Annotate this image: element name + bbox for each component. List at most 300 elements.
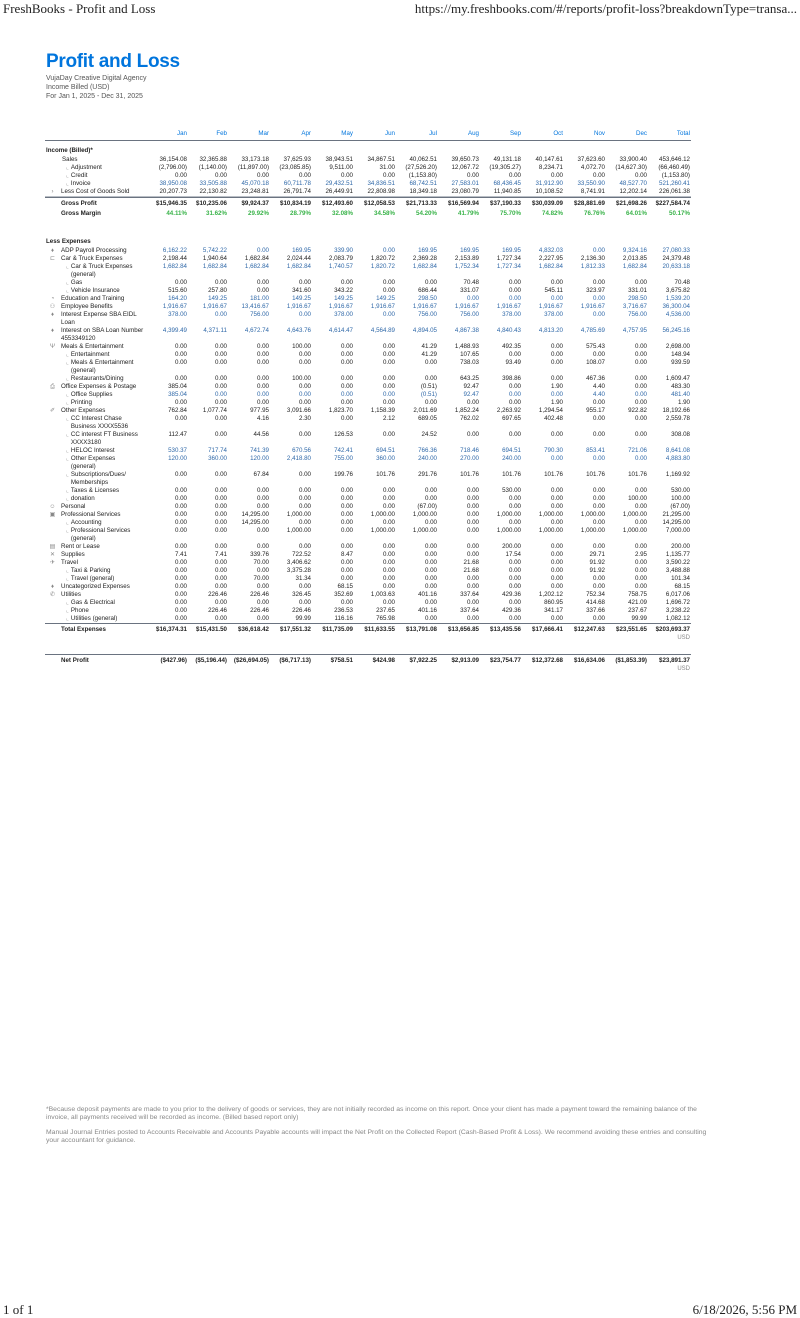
- cell-value: 21.68: [463, 559, 479, 566]
- cell-value: 0.00: [424, 399, 437, 406]
- cell-value: 0.00: [634, 359, 647, 366]
- cell-value: 2.95: [634, 551, 647, 558]
- cell-value: 1,752.34: [454, 263, 479, 270]
- cell-value: 337.66: [586, 607, 605, 614]
- cell-value: 0.00: [634, 343, 647, 350]
- cell-value: 0.00: [382, 351, 395, 358]
- cell-value: $12,372.68: [522, 654, 564, 675]
- cell-value: 481.40: [671, 391, 690, 398]
- cell-value: 0.00: [634, 519, 647, 526]
- cell-value: 0.00: [508, 399, 521, 406]
- cell-value: 686.44: [418, 287, 437, 294]
- cell-value: 60,711.78: [283, 180, 311, 187]
- print-footer: [0, 1302, 800, 1318]
- cell-value: 1,000.00: [370, 527, 395, 534]
- cell-value: 0.00: [298, 599, 311, 606]
- cell-value: (67.00): [670, 503, 690, 510]
- cell-value: 0.00: [298, 383, 311, 390]
- cell-value: 0.00: [550, 391, 563, 398]
- column-header: Jun: [354, 128, 396, 140]
- cell-value: 0.00: [214, 575, 227, 582]
- cell-value: 0.00: [592, 247, 605, 254]
- cell-value: 99.99: [295, 615, 311, 622]
- cell-value: 765.98: [376, 615, 395, 622]
- subcategory-row: [45, 607, 691, 615]
- cell-value: 31.34: [295, 575, 311, 582]
- cell-value: 68.15: [674, 583, 690, 590]
- cell-value: 0.00: [214, 527, 227, 534]
- cell-value: $227,584.74: [648, 198, 691, 211]
- cell-value: 385.04: [168, 391, 187, 398]
- cell-value: 33,173.18: [241, 156, 269, 163]
- row-label: Gross Margin: [61, 210, 101, 217]
- cell-value: 3,675.82: [665, 287, 690, 294]
- cell-value: 41.29: [421, 351, 437, 358]
- currency-label: USD: [677, 635, 690, 641]
- total-row: [45, 624, 691, 645]
- cell-value: 24,379.48: [662, 255, 690, 262]
- cell-value: 0.00: [466, 495, 479, 502]
- cell-value: 29.92%: [248, 210, 269, 217]
- cell-value: 0.00: [256, 172, 269, 179]
- cell-value: 17.54: [505, 551, 521, 558]
- subcategory-row: [45, 279, 691, 287]
- building-icon: ▤: [49, 544, 56, 550]
- category-row[interactable]: [45, 343, 691, 351]
- cell-value: 421.09: [628, 599, 647, 606]
- cell-value: 0.00: [508, 287, 521, 294]
- cell-value: 2,559.78: [665, 415, 690, 422]
- cell-value: 0.00: [424, 543, 437, 550]
- row-label: Utilities (general): [70, 615, 118, 622]
- cell-value: 107.65: [460, 351, 479, 358]
- row-label: Travel (general): [70, 575, 115, 582]
- cell-value: 0.00: [550, 575, 563, 582]
- cell-value: 226.46: [250, 607, 269, 614]
- cell-value: 38,950.08: [159, 180, 187, 187]
- cell-value: 1,682.84: [622, 263, 647, 270]
- tree-branch-icon: ⌞: [66, 607, 69, 614]
- subcategory-row: [45, 599, 691, 607]
- cell-value: 49,131.18: [493, 156, 521, 163]
- tag-icon: ♦: [50, 248, 55, 254]
- cell-value: 0.00: [424, 279, 437, 286]
- cell-value: 237.67: [628, 607, 647, 614]
- cell-value: 694.51: [376, 447, 395, 454]
- cell-value: 1,000.00: [496, 511, 521, 518]
- category-row[interactable]: [45, 583, 691, 591]
- tag-icon: ♦: [50, 328, 55, 334]
- cell-value: 0.00: [174, 343, 187, 350]
- section-title: Income (Billed)*: [46, 147, 93, 154]
- cell-value: 545.11: [544, 287, 563, 294]
- footnote-journal-entries: Manual Journal Entries posted to Accounts Receivable and Accounts Payable accounts will impact the Net Profit on the Collected Report (Cash-Based Profit & Loss). We recommend avoiding these entries and consulting your accountant for guidance.: [46, 1129, 707, 1144]
- cell-value: 14,295.00: [241, 519, 269, 526]
- cell-value: 0.00: [508, 351, 521, 358]
- row-label-cell: [60, 351, 148, 359]
- cell-value: 0.00: [382, 519, 395, 526]
- cell-value: $10,235.06: [188, 198, 228, 211]
- row-label-cell: [60, 383, 148, 391]
- cell-value: 13,416.67: [241, 303, 269, 310]
- cell-value: $15,431.50: [188, 624, 228, 645]
- row-label: Gross Profit: [61, 200, 97, 207]
- cell-value: 4,614.47: [328, 327, 353, 334]
- cell-value: 0.00: [592, 279, 605, 286]
- cell-value: 8,741.91: [580, 188, 605, 195]
- row-label: Less Cost of Goods Sold: [61, 188, 130, 195]
- cell-value: 70.48: [463, 279, 479, 286]
- cell-value: 20,207.73: [159, 188, 187, 195]
- cell-value: 120.00: [250, 455, 269, 462]
- cell-value: ($5,196.44): [188, 654, 228, 675]
- cell-value: 939.59: [671, 359, 690, 366]
- category-row[interactable]: [45, 503, 691, 511]
- row-label-cell: [60, 295, 148, 303]
- row-label: Restaurants/Dining: [70, 375, 124, 382]
- cell-value: 40,062.51: [409, 156, 437, 163]
- row-label-cell: [60, 447, 148, 455]
- tree-branch-icon: ⌞: [66, 351, 69, 358]
- cell-value: 0.00: [298, 503, 311, 510]
- print-datetime: 6/18/2026, 5:56 PM: [692, 1302, 797, 1317]
- cell-value: 326.45: [292, 591, 311, 598]
- cell-value: 1,916.67: [202, 303, 227, 310]
- cell-value: 0.00: [256, 527, 269, 534]
- cell-value: (66,460.49): [658, 164, 690, 171]
- cell-value: 0.00: [592, 455, 605, 462]
- cell-value: 0.00: [550, 351, 563, 358]
- cell-value: 0.00: [382, 391, 395, 398]
- cell-value: 853.41: [586, 447, 605, 454]
- cell-value: 0.00: [174, 503, 187, 510]
- cell-value: 1,682.84: [244, 255, 269, 262]
- cell-value: 14,295.00: [241, 511, 269, 518]
- cell-value: 0.00: [634, 431, 647, 438]
- column-header: Feb: [188, 128, 228, 140]
- car-icon: ⊏: [49, 256, 56, 262]
- row-label: Travel: [61, 559, 78, 566]
- cell-value: 8,641.08: [665, 447, 690, 454]
- cell-value: 1,000.00: [538, 527, 563, 534]
- row-label: HELOC Interest: [70, 447, 115, 454]
- person-icon: ☺: [49, 504, 56, 510]
- column-header: Total: [648, 128, 691, 140]
- cell-value: 164.20: [168, 295, 187, 302]
- cell-value: 4,867.38: [454, 327, 479, 334]
- cell-value: 0.00: [382, 599, 395, 606]
- cell-value: 4,785.69: [580, 327, 605, 334]
- cell-value: 74.82%: [542, 210, 563, 217]
- category-row[interactable]: [45, 311, 691, 327]
- cell-value: $21,713.33: [396, 198, 438, 211]
- category-row[interactable]: [45, 551, 691, 559]
- total-row: [45, 198, 691, 211]
- cell-value: 0.00: [298, 399, 311, 406]
- cell-value: 0.00: [424, 359, 437, 366]
- cell-value: 0.00: [634, 415, 647, 422]
- row-label: Utilities: [61, 591, 81, 598]
- cell-value: $10,834.19: [270, 198, 312, 211]
- cell-value: 0.00: [550, 279, 563, 286]
- row-label: Vehicle Insurance: [70, 287, 120, 294]
- cell-value: 689.05: [418, 415, 437, 422]
- cell-value: 0.00: [214, 519, 227, 526]
- cell-value: 29,432.51: [325, 180, 353, 187]
- cell-value: 0.00: [466, 487, 479, 494]
- cell-value: $23,891.37 USD: [648, 654, 691, 675]
- supplies-icon: ✕: [49, 552, 56, 558]
- cell-value: ($427.96): [148, 654, 188, 675]
- cell-value: 1,727.34: [496, 263, 521, 270]
- row-label: Sales: [62, 156, 78, 163]
- row-label-cell: [60, 343, 148, 351]
- cell-value: 515.60: [168, 287, 187, 294]
- cell-value: 0.00: [550, 375, 563, 382]
- cell-value: 0.00: [298, 487, 311, 494]
- row-label: Credit: [70, 172, 88, 179]
- cell-value: 0.00: [256, 503, 269, 510]
- subcategory-row: [45, 399, 691, 407]
- cell-value: 0.00: [214, 503, 227, 510]
- cell-value: 67.84: [253, 471, 269, 478]
- cell-value: 0.00: [340, 599, 353, 606]
- category-row[interactable]: [45, 591, 691, 599]
- cell-value: 68,436.45: [493, 180, 521, 187]
- category-row[interactable]: [45, 295, 691, 303]
- cell-value: $203,693.37 USD: [648, 624, 691, 645]
- category-row[interactable]: [45, 383, 691, 391]
- cell-value: 343.22: [334, 287, 353, 294]
- cell-value: 31.62%: [206, 210, 227, 217]
- chevron-right-icon: ›: [51, 189, 54, 195]
- cell-value: 1,916.67: [454, 303, 479, 310]
- row-label-cell: [60, 180, 148, 188]
- cell-value: 1,940.64: [202, 255, 227, 262]
- cell-value: 429.36: [502, 591, 521, 598]
- cell-value: 0.00: [634, 559, 647, 566]
- cell-value: 0.00: [214, 399, 227, 406]
- cell-value: 790.30: [544, 447, 563, 454]
- cell-value: 0.00: [508, 391, 521, 398]
- cell-value: 0.00: [550, 487, 563, 494]
- cell-value: $12,247.63: [564, 624, 606, 645]
- cell-value: (2,796.00): [158, 164, 187, 171]
- cell-value: 112.47: [168, 431, 187, 438]
- category-row[interactable]: [45, 407, 691, 415]
- category-row[interactable]: [45, 543, 691, 551]
- cell-value: 8.47: [340, 551, 353, 558]
- subcategory-row: [45, 519, 691, 527]
- cell-value: $2,913.09: [438, 654, 480, 675]
- cell-value: 92.47: [463, 383, 479, 390]
- cell-value: 0.00: [634, 583, 647, 590]
- cell-value: 0.00: [340, 527, 353, 534]
- subcategory-row: [45, 391, 691, 399]
- cell-value: 0.00: [424, 495, 437, 502]
- cell-value: 181.00: [250, 295, 269, 302]
- cell-value: $12,058.53: [354, 198, 396, 211]
- tree-branch-icon: ⌞: [66, 615, 69, 622]
- cell-value: 0.00: [174, 279, 187, 286]
- cell-value: 467.36: [586, 375, 605, 382]
- row-label: Car & Truck Expenses (general): [70, 263, 133, 278]
- cell-value: 0.00: [382, 503, 395, 510]
- cell-value: 1.90: [550, 399, 563, 406]
- cell-value: (0.51): [420, 391, 437, 398]
- row-label: Accounting: [70, 519, 102, 526]
- cell-value: 0.00: [466, 615, 479, 622]
- section-header: [45, 231, 691, 247]
- category-row[interactable]: [45, 188, 691, 197]
- cell-value: 0.00: [214, 599, 227, 606]
- category-row[interactable]: [45, 327, 691, 343]
- subcategory-row: [45, 172, 691, 180]
- cell-value: 398.86: [502, 375, 521, 382]
- cell-value: 0.00: [382, 343, 395, 350]
- cell-value: $37,190.33: [480, 198, 522, 211]
- cell-value: 0.00: [592, 575, 605, 582]
- cell-value: 530.00: [502, 487, 521, 494]
- cell-value: 1,488.93: [454, 343, 479, 350]
- category-row[interactable]: [45, 511, 691, 519]
- row-label-cell: [60, 399, 148, 407]
- cell-value: 70.00: [253, 559, 269, 566]
- cell-value: 0.00: [174, 567, 187, 574]
- cell-value: 126.53: [334, 431, 353, 438]
- cell-value: 7.41: [214, 551, 227, 558]
- tag-icon: ♦: [50, 584, 55, 590]
- cell-value: 5,742.22: [202, 247, 227, 254]
- cell-value: 27,583.01: [451, 180, 479, 187]
- cell-value: 91.92: [589, 559, 605, 566]
- cell-value: 0.00: [214, 415, 227, 422]
- cell-value: 0.00: [550, 172, 563, 179]
- cell-value: $9,924.37: [228, 198, 270, 211]
- category-row[interactable]: [45, 255, 691, 263]
- cell-value: 0.00: [214, 471, 227, 478]
- cell-value: 0.00: [340, 575, 353, 582]
- cell-value: 0.00: [214, 567, 227, 574]
- category-row[interactable]: [45, 156, 691, 164]
- cell-value: 0.00: [424, 599, 437, 606]
- row-label-cell: [60, 575, 148, 583]
- cell-value: 0.00: [466, 599, 479, 606]
- cell-value: 0.00: [174, 511, 187, 518]
- cell-value: 0.00: [256, 279, 269, 286]
- row-label-cell: [60, 311, 148, 327]
- cell-value: 10,108.52: [535, 188, 563, 195]
- row-label-cell: [60, 188, 148, 197]
- cell-value: 331.01: [628, 287, 647, 294]
- cell-value: 0.00: [508, 431, 521, 438]
- cell-value: 0.00: [424, 575, 437, 582]
- tree-branch-icon: ⌞: [66, 375, 69, 382]
- cell-value: 100.00: [292, 343, 311, 350]
- cell-value: 68,742.51: [409, 180, 437, 187]
- subcategory-row: [45, 575, 691, 583]
- cell-value: 100.00: [628, 495, 647, 502]
- row-label: Subscriptions/Dues/ Memberships: [70, 471, 126, 486]
- cell-value: 0.00: [174, 591, 187, 598]
- cell-value: 0.00: [382, 575, 395, 582]
- row-label-cell: [60, 303, 148, 311]
- cell-value: 1,812.33: [580, 263, 605, 270]
- cell-value: (0.51): [420, 383, 437, 390]
- tree-branch-icon: ⌞: [66, 471, 69, 478]
- cell-value: 1,294.54: [538, 407, 563, 414]
- cell-value: 31.00: [379, 164, 395, 171]
- cell-value: 31,912.90: [535, 180, 563, 187]
- cell-value: 200.00: [671, 543, 690, 550]
- cell-value: 4,894.05: [412, 327, 437, 334]
- cell-value: 2.30: [298, 415, 311, 422]
- cell-value: 0.00: [550, 431, 563, 438]
- cell-value: 64.01%: [626, 210, 647, 217]
- cell-value: 27,080.33: [662, 247, 690, 254]
- cell-value: 0.00: [550, 343, 563, 350]
- cell-value: 4.40: [592, 383, 605, 390]
- gross-margin-row: [45, 210, 691, 221]
- cell-value: 0.00: [214, 559, 227, 566]
- cell-value: 0.00: [592, 415, 605, 422]
- cell-value: 0.00: [550, 455, 563, 462]
- cell-value: 0.00: [214, 279, 227, 286]
- cell-value: 116.16: [334, 615, 353, 622]
- cell-value: 26,791.74: [283, 188, 311, 195]
- cell-value: 341.60: [292, 287, 311, 294]
- category-row[interactable]: [45, 303, 691, 311]
- cell-value: 1,820.72: [370, 263, 395, 270]
- cell-value: 34.58%: [374, 210, 395, 217]
- cell-value: 29.71: [589, 551, 605, 558]
- cell-value: 70.48: [674, 279, 690, 286]
- tree-branch-icon: ⌞: [66, 263, 69, 270]
- row-label-cell: [60, 591, 148, 599]
- subcategory-row: [45, 447, 691, 455]
- row-label: Taxes & Licenses: [70, 487, 120, 494]
- cell-value: 40,147.61: [535, 156, 563, 163]
- cell-value: 33,550.90: [577, 180, 605, 187]
- cell-value: 1.90: [677, 399, 690, 406]
- cell-value: 0.00: [174, 559, 187, 566]
- cell-value: ($26,694.05): [228, 654, 270, 675]
- cell-value: 0.00: [340, 543, 353, 550]
- cell-value: 0.00: [634, 375, 647, 382]
- category-row[interactable]: [45, 247, 691, 255]
- cell-value: 0.00: [214, 375, 227, 382]
- cell-value: 0.00: [298, 519, 311, 526]
- cell-value: 99.99: [631, 615, 647, 622]
- column-header: Nov: [564, 128, 606, 140]
- row-label: Taxi & Parking: [70, 567, 111, 574]
- cell-value: 1,696.72: [665, 599, 690, 606]
- cell-value: 0.00: [466, 527, 479, 534]
- category-row[interactable]: [45, 559, 691, 567]
- cell-value: 34,867.51: [367, 156, 395, 163]
- cell-value: 756.00: [250, 311, 269, 318]
- cell-value: $13,656.85: [438, 624, 480, 645]
- cell-value: 0.00: [340, 559, 353, 566]
- row-label: Meals & Entertainment (general): [70, 359, 134, 374]
- cell-value: 1,916.67: [412, 303, 437, 310]
- row-label-cell: [60, 559, 148, 567]
- cell-value: 0.00: [214, 391, 227, 398]
- cell-value: 101.76: [376, 471, 395, 478]
- row-label-cell: [60, 263, 148, 279]
- cell-value: 2,083.79: [328, 255, 353, 262]
- cell-value: 0.00: [174, 519, 187, 526]
